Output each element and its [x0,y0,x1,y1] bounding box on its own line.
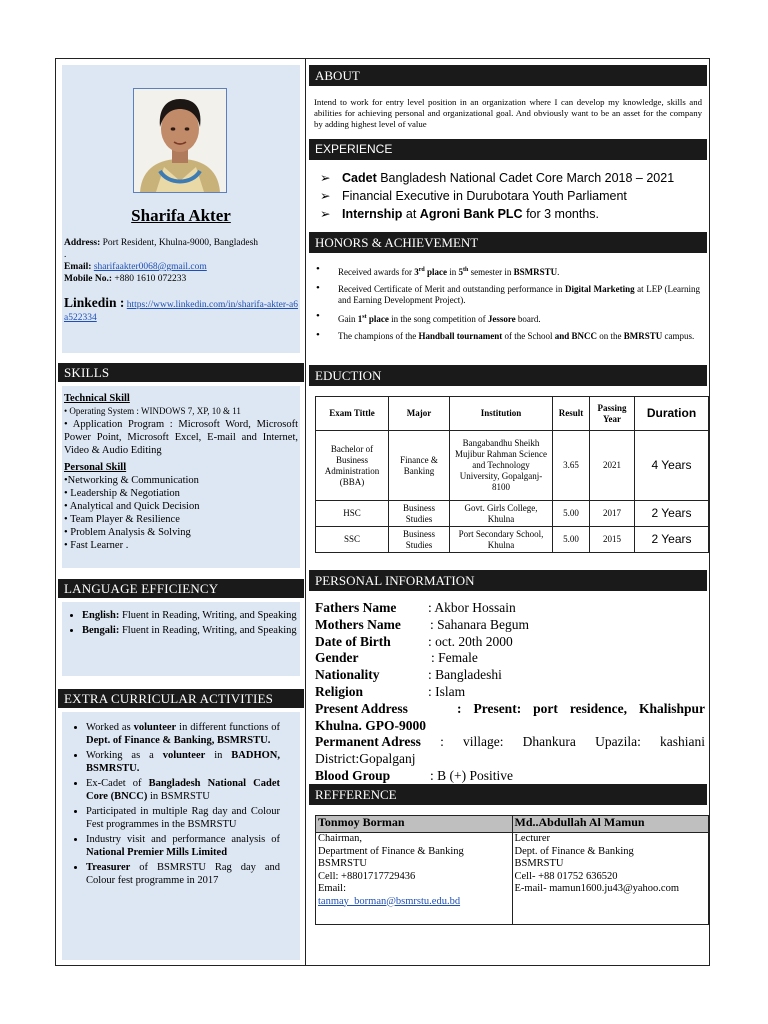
about-heading: ABOUT [309,65,707,86]
education-table [315,396,709,553]
extra-item: • Worked as volunteer in different functions of Dept. of Finance & Banking, BSMRSTU. [86,721,280,747]
education-header-row [316,397,709,431]
personal-skill-item: • Analytical and Quick Decision [64,501,200,512]
language-level: Fluent in Reading, Writing, and Speaking [119,610,297,621]
about-text: Intend to work for entry level position in an organization where I can develop my knowledge, skills and abilities for achieving personal and organizational goal. And obviously want to be an asset for the company by adding highest level of value [314,97,702,129]
table-cell: Finance & Banking [389,431,450,501]
mobile-value: +880 1610 072233 [112,274,187,284]
education-heading: EDUCTION [309,365,707,386]
reference-heading: REFFERENCE [309,784,707,805]
mothers-name-label: Mothers Name [315,616,401,632]
table-row [316,501,709,527]
experience-role: Cadet [342,171,377,185]
table-cell: Business Studies [389,527,450,553]
reference-table [315,815,709,925]
nationality-row [315,667,705,684]
language-name: English: [82,610,120,621]
experience-role: Internship [342,207,403,221]
present-address-label: Present Address [315,700,408,716]
table-cell: SSC [316,527,389,553]
arrow-icon: ➢ [320,171,331,185]
table-cell: Govt. Girls College, Khulna [450,501,553,527]
reference-name: Md..Abdullah Al Mamun [512,816,709,833]
religion-value: : Islam [428,683,466,699]
reference-line: Lecturer [514,833,551,844]
permanent-address-row [315,734,705,768]
reference-details [512,833,709,925]
blood-group-value: : B (+) Positive [430,767,513,783]
nationality-label: Nationality [315,667,380,683]
email-line [64,261,298,273]
experience-item [320,205,705,223]
skills-block [64,392,298,552]
extra-item: • Working as a volunteer in BADHON, BSMRSTU. [86,749,280,775]
gender-row [315,650,705,667]
dob-label: Date of Birth [315,633,391,649]
language-heading: LANGUAGE EFFICIENCY [58,579,304,598]
personal-skill-title: Personal Skill [64,462,127,473]
personal-skill-item: • Team Player & Resilience [64,514,180,525]
reference-line: Cell- +88 01752 636520 [514,870,618,882]
experience-item [320,169,705,187]
permanent-address-label: Permanent Adress [315,734,421,750]
table-cell: Port Secondary School, Khulna [450,527,553,553]
table-cell: Business Studies [389,501,450,527]
table-cell: 5.00 [553,527,590,553]
language-item [82,624,298,637]
honor-item: • The champions of the Handball tournament of the School and BNCC on the BMRSTU campus. [314,331,700,342]
mothers-name-value: : Sahanara Begum [430,616,529,632]
table-cell: Bachelor of Business Administration (BBA) [316,431,389,501]
personal-skill-item: •Networking & Communication [64,475,199,486]
language-name: Bengali: [82,625,120,636]
table-cell: 2 Years [635,501,709,527]
dot-line: . [64,250,67,260]
reference-line: Department of Finance & Banking [318,845,464,857]
linkedin-label: Linkedin : [64,295,125,310]
honors-heading: HONORS & ACHIEVEMENT [309,232,707,253]
reference-name: Tonmoy Borman [316,816,513,833]
column-header: Duration [635,397,709,431]
religion-row [315,684,705,701]
address-label: Address: [64,238,101,248]
honor-item: • Gain 1st place in the song competition of Jessore board. [314,312,700,325]
experience-text: Bangladesh National Cadet Core March 2018 – 2021 [376,171,675,185]
technical-skill-title: Technical Skill [64,393,130,404]
personal-skill-item: • Fast Learner . [64,540,129,551]
language-level: Fluent in Reading, Writing, and Speaking [119,625,297,636]
technical-skill-os: • Operating System : WINDOWS 7, XP, 10 & 11 [64,406,241,416]
religion-label: Religion [315,683,364,699]
extra-item: • Industry visit and performance analysis of National Premier Mills Limited [86,833,280,859]
fathers-name-label: Fathers Name [315,600,397,615]
email-link[interactable]: sharifaakter0068@gmail.com [93,262,207,272]
table-cell: 2021 [590,431,635,501]
honors-list [314,265,700,348]
table-row [316,527,709,553]
table-cell: 3.65 [553,431,590,501]
honor-item: • Received Certificate of Merit and outstanding performance in Digital Marketing at LEP (Learning and Earning Development Project). [314,284,700,306]
reference-email-link[interactable]: tanmay_borman@bsmrstu.edu.bd [318,895,461,907]
mobile-label: Mobile No.: [64,274,113,284]
experience-text: at [402,207,420,221]
column-header: Major [389,397,450,431]
extra-curricular-heading: EXTRA CURRICULAR ACTIVITIES [58,689,304,708]
table-cell: 4 Years [635,431,709,501]
reference-line: BSMRSTU [318,858,368,869]
reference-header-row [316,816,709,833]
table-cell: 2015 [590,527,635,553]
table-cell: Bangabandhu Sheikh Mujibur Rahman Science and Technology University, Gopalganj-8100 [450,431,553,501]
email-label: Email: [64,262,92,272]
reference-line: BSMRSTU [514,858,564,869]
column-header: Passing Year [590,397,635,431]
fathers-name-value: : Akbor Hossain [428,600,516,615]
table-cell: 2 Years [635,527,709,553]
address-value: Port Resident, Khulna-9000, Bangladesh [100,238,259,248]
reference-line: E-mail- mamun1600.ju43@yahoo.com [514,883,680,894]
column-header: Exam Tittle [316,397,389,431]
gender-label: Gender [315,650,359,666]
table-cell: 2017 [590,501,635,527]
experience-heading: EXPERIENCE [309,139,707,160]
reference-line: Email: [318,883,346,894]
arrow-icon: ➢ [320,207,331,221]
fathers-name-row [315,600,705,617]
arrow-icon: ➢ [320,189,331,203]
language-block [64,609,298,639]
experience-list [320,169,705,223]
reference-line: Cell: +8801717729436 [318,870,416,882]
mobile-line [64,273,298,285]
column-divider [305,58,306,966]
honor-item: • Received awards for 3rd place in 5th semester in BSMRSTU. [314,265,700,278]
personal-info-block [315,600,705,785]
extra-item: • Participated in multiple Rag day and Colour Fest programmes in the BSMRSTU [86,805,280,831]
candidate-name: Sharifa Akter [131,206,231,225]
extra-item: • Treasurer of BSMRSTU Rag day and Colour fest programme in 2017 [86,861,280,887]
linkedin-link[interactable]: https://www.linkedin.com/in/sharifa-akter-a6a522334 [64,300,298,323]
nationality-value: : Bangladeshi [428,667,502,683]
language-item [82,609,298,622]
table-cell: HSC [316,501,389,527]
blood-group-label: Blood Group [315,767,391,783]
experience-text: Financial Executive in Durubotara Youth Parliament [342,189,627,203]
technical-skill-apps: • Application Program : Microsoft Word, Microsoft Power Point, Microsoft Excel, E-mail and Internet, Video & Audio Editing [64,419,298,456]
dob-row [315,634,705,651]
address-line [64,237,298,249]
contact-block [64,237,298,285]
column-header: Result [553,397,590,431]
experience-item [320,187,705,205]
blood-group-row [315,768,705,785]
dob-value: : oct. 20th 2000 [428,633,513,649]
personal-skill-item: • Leadership & Negotiation [64,488,180,499]
present-address-value: : Present: port residence, Khalishpur Khulna. GPO-9000 [315,700,705,733]
extra-curricular-block [64,721,280,889]
reference-line: Chairman, [318,833,363,844]
mothers-name-row [315,617,705,634]
experience-tail: for 3 months. [522,207,600,221]
skills-heading: SKILLS [58,363,304,382]
experience-org: Agroni Bank PLC [419,207,523,221]
personal-skill-item: • Problem Analysis & Solving [64,527,191,538]
profile-photo [133,88,227,193]
personal-info-heading: PERSONAL INFORMATION [309,570,707,591]
table-cell: 5.00 [553,501,590,527]
reference-details-row [316,833,709,925]
reference-details [316,833,513,925]
column-header: Institution [450,397,553,431]
table-row [316,431,709,501]
present-address-row [315,701,705,735]
extra-item: • Ex-Cadet of Bangladesh National Cadet Core (BNCC) in BSMRSTU [86,777,280,803]
permanent-address-value: : village: Dhankura Upazila: kashiani District:Gopalganj [315,734,705,767]
linkedin-block [64,296,298,325]
gender-value: : Female [431,650,478,666]
reference-line: Dept. of Finance & Banking [514,845,634,857]
